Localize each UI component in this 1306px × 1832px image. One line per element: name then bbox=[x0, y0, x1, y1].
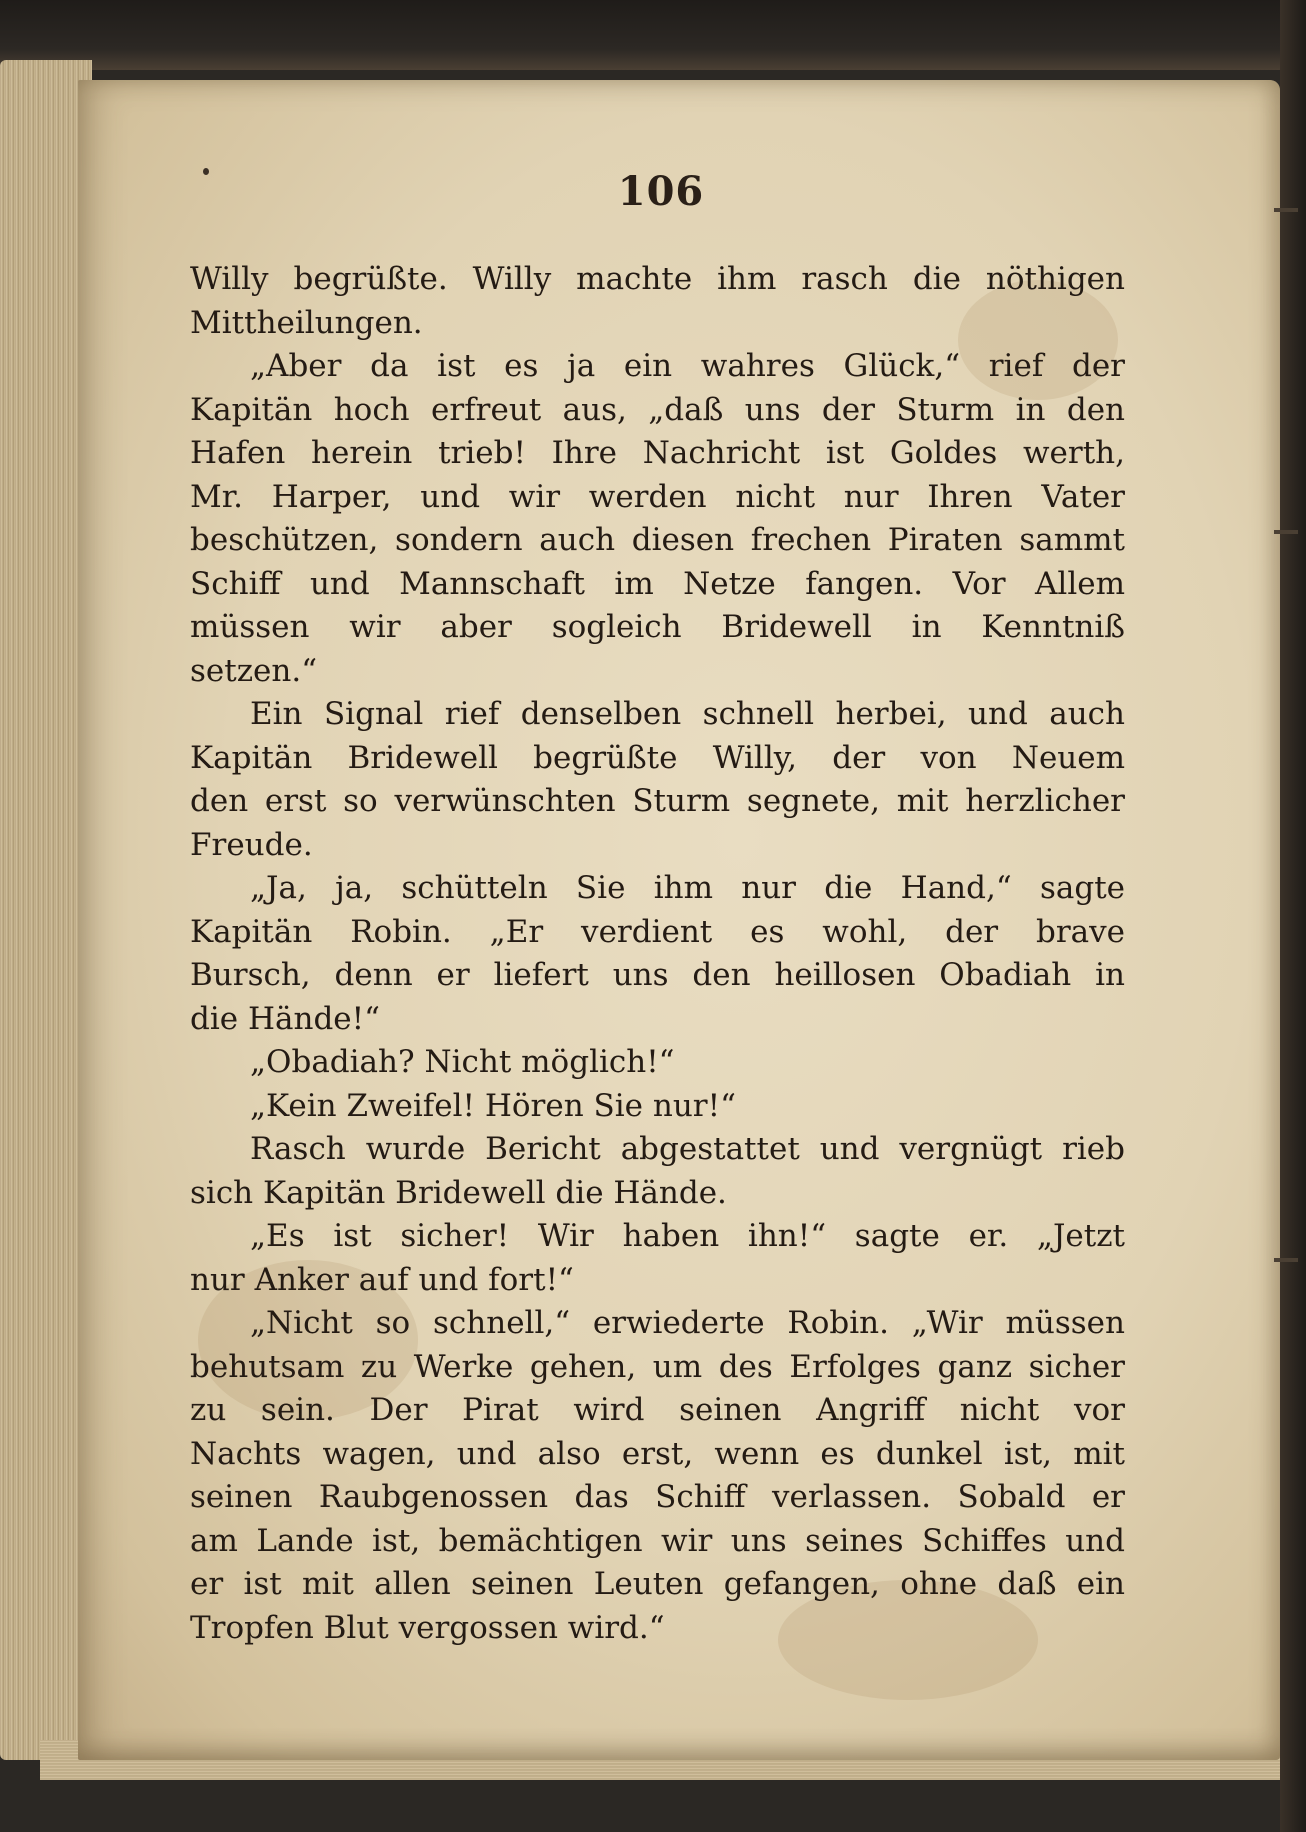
text-line: Willy begrüßte. Willy machte ihm rasch die nöthigen bbox=[190, 261, 1125, 297]
text-line: Bursch, denn er liefert uns den heillosen Obadiah in bbox=[190, 957, 1125, 993]
text-line: nur Anker auf und fort!“ bbox=[190, 1261, 574, 1298]
page-number: 106 bbox=[617, 168, 705, 215]
text-line: „Ja, ja, schütteln Sie ihm nur die Hand,“ sagte bbox=[250, 870, 1125, 906]
text-line: „Aber da ist es ja ein wahres Glück,“ rief der bbox=[250, 348, 1125, 384]
body-text bbox=[190, 258, 1125, 1650]
text-line: den erst so verwünschten Sturm segnete, mit herzlicher bbox=[190, 783, 1125, 819]
text-line: behutsam zu Werke gehen, um des Erfolges ganz sicher bbox=[190, 1348, 1125, 1385]
text-line: Mr. Harper, und wir werden nicht nur Ihren Vater bbox=[190, 478, 1125, 515]
text-line: am Lande ist, bemächtigen wir uns seines Schiffes und bbox=[190, 1522, 1125, 1559]
text-line: die Hände!“ bbox=[190, 1000, 380, 1037]
text-line: zu sein. Der Pirat wird seinen Angriff nicht vor bbox=[190, 1392, 1125, 1428]
book-cover-right bbox=[1280, 0, 1306, 1832]
page-tab-mark bbox=[1274, 1258, 1298, 1262]
text-line: Kapitän hoch erfreut aus, „daß uns der Sturm in den bbox=[190, 391, 1125, 428]
text-line: beschützen, sondern auch diesen frechen Piraten sammt bbox=[190, 522, 1125, 558]
text-line: „Obadiah? Nicht möglich!“ bbox=[250, 1044, 675, 1080]
text-line: Rasch wurde Bericht abgestattet und vergnügt rieb bbox=[250, 1131, 1125, 1167]
text-line: „Nicht so schnell,“ erwiederte Robin. „Wir müssen bbox=[250, 1305, 1125, 1341]
page-tab-mark bbox=[1274, 530, 1298, 534]
text-line: „Kein Zweifel! Hören Sie nur!“ bbox=[250, 1087, 736, 1124]
text-line: seinen Raubgenossen das Schiff verlassen. Sobald er bbox=[190, 1479, 1125, 1515]
text-line: müssen wir aber sogleich Bridewell in Kenntniß bbox=[190, 609, 1125, 645]
text-line: Nachts wagen, und also erst, wenn es dunkel ist, mit bbox=[190, 1435, 1125, 1472]
text-line: sich Kapitän Bridewell die Hände. bbox=[190, 1174, 727, 1211]
text-line: Kapitän Robin. „Er verdient es wohl, der brave bbox=[190, 913, 1125, 950]
text-line: Tropfen Blut vergossen wird.“ bbox=[190, 1609, 665, 1646]
text-line: Schiff und Mannschaft im Netze fangen. Vor Allem bbox=[190, 565, 1125, 602]
text-line: er ist mit allen seinen Leuten gefangen, ohne daß ein bbox=[190, 1566, 1125, 1602]
text-line: Freude. bbox=[190, 826, 313, 863]
text-line: Kapitän Bridewell begrüßte Willy, der von Neuem bbox=[190, 739, 1125, 776]
text-line: Mittheilungen. bbox=[190, 304, 423, 341]
text-line: setzen.“ bbox=[190, 652, 318, 689]
text-line: „Es ist sicher! Wir haben ihn!“ sagte er. „Jetzt bbox=[250, 1218, 1125, 1254]
text-line: Hafen herein trieb! Ihre Nachricht ist Goldes werth, bbox=[190, 435, 1125, 471]
book-cover-top bbox=[0, 0, 1306, 70]
text-line: Ein Signal rief denselben schnell herbei, und auch bbox=[250, 696, 1125, 732]
